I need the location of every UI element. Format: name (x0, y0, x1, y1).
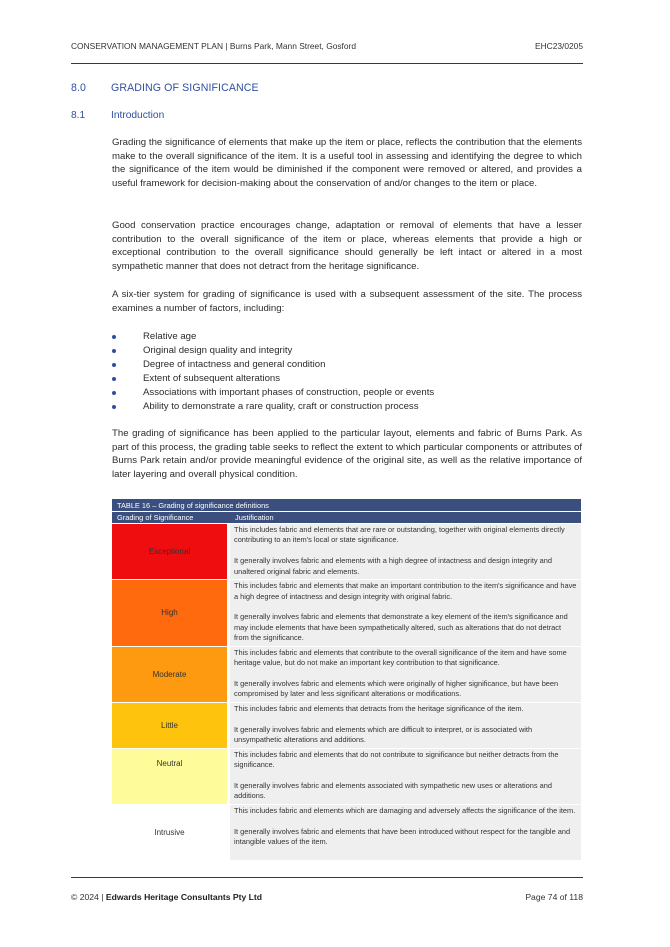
list-item (112, 358, 582, 372)
table-row (112, 748, 581, 804)
bullet-icon (112, 377, 116, 381)
list-item (112, 400, 582, 414)
column-header-justification: Justification (230, 512, 581, 523)
table-row (112, 523, 581, 579)
justification-cell (230, 804, 581, 860)
list-item (112, 330, 582, 344)
grade-intrusive: Intrusive (112, 804, 230, 860)
copyright-text: © 2024 | (71, 892, 104, 902)
column-header-grade: Grading of Significance (112, 512, 230, 523)
bullet-icon (112, 405, 116, 409)
justification-text: This includes fabric and elements that make an important contribution to the item's significance and have a high degree of intactness and design integrity with original fabric. (234, 581, 577, 601)
list-item-text: Associations with important phases of construction, people or events (143, 387, 435, 398)
justification-text: It generally involves fabric and elements that have been introduced without respect for the tangible and intangible values of the item. (234, 826, 571, 846)
paragraph-conservation-practice: Good conservation practice encourages change, adaptation or removal of elements that have a lesser contribution to the overall significance of the item or place, whereas elements that provide a high or exceptional contribution to the overall significance should generally be left intact or altered in a most sympathetic manner that does not detract from the heritage significance. (112, 220, 582, 273)
justification-cell (230, 748, 581, 804)
justification-text: It generally involves fabric and elements which were originally of higher significance, but have been compromised by later and less significant alterations or modifications. (234, 678, 559, 699)
footer-copyright (71, 892, 262, 902)
list-item-text: Original design quality and integrity (143, 345, 293, 356)
page-header (71, 41, 583, 64)
list-item-text: Ability to demonstrate a rare quality, craft or construction process (143, 401, 419, 412)
subsection-number: 8.1 (71, 110, 86, 121)
justification-text: This includes fabric and elements that detracts from the heritage significance of the item. (234, 703, 524, 713)
grading-table (112, 499, 581, 860)
justification-text: This includes fabric and elements that are rare or outstanding, together with original elements directly contributing to an item's local or state significance. (234, 525, 565, 545)
section-number: 8.0 (71, 82, 87, 94)
justification-text: It generally involves fabric and elements with a high degree of intactness and design integrity and unaltered original fabric and elements. (234, 556, 552, 576)
section-heading (71, 82, 259, 94)
grade-neutral: Neutral (112, 748, 230, 804)
justification-text: It generally involves fabric and elements associated with sympathetic new uses or alterations and additions. (234, 780, 552, 801)
list-item-text: Extent of subsequent alterations (143, 373, 281, 384)
justification-text: This includes fabric and elements that contribute to the overall significance of the item and have some heritage value, but do not make an important key contribution to that significance. (234, 647, 567, 668)
justification-text: This includes fabric and elements that do not contribute to significance but neither detracts from the significance. (234, 749, 559, 769)
grade-little: Little (112, 702, 230, 748)
bullet-icon (112, 335, 116, 339)
list-item (112, 386, 582, 400)
factors-list (112, 330, 582, 414)
paragraph-grading-applied: The grading of significance has been applied to the particular layout, elements and fabric of Burns Park. As part of this process, the grading table seeks to reflect the extent to which particular components or attributes of Burns Park retain and/or provide meaningful evidence of the original site, as well as the relative importance of later layering and overall physical condition. (112, 428, 582, 481)
table-row (112, 579, 581, 646)
justification-cell (230, 702, 581, 748)
justification-text: It generally involves fabric and elements which are difficult to interpret, or is associated with unsympathetic alterations and additions. (234, 724, 533, 745)
list-item (112, 344, 582, 358)
header-document-title: CONSERVATION MANAGEMENT PLAN | Burns Park, Mann Street, Gosford (71, 41, 356, 51)
table-caption: TABLE 16 – Grading of significance definitions (112, 499, 581, 512)
header-document-code: EHC23/0205 (535, 41, 583, 51)
section-title: GRADING OF SIGNIFICANCE (111, 82, 259, 94)
subsection-title: Introduction (111, 110, 165, 121)
subsection-heading (71, 110, 164, 121)
justification-text: It generally involves fabric and elements that demonstrate a key element of the item's significance and may include elements that have been sympathetically altered, such as alterations that do not detract from the significance. (234, 612, 568, 643)
table-row (112, 804, 581, 860)
bullet-icon (112, 349, 116, 353)
grade-high: High (112, 579, 230, 646)
company-name: Edwards Heritage Consultants Pty Ltd (105, 892, 263, 902)
grade-moderate: Moderate (112, 646, 230, 702)
justification-cell (230, 646, 581, 702)
justification-cell (230, 523, 581, 579)
table-row (112, 702, 581, 748)
list-item-text: Degree of intactness and general condition (143, 359, 326, 370)
bullet-icon (112, 391, 116, 395)
bullet-icon (112, 363, 116, 367)
page-number: Page 74 of 118 (525, 892, 583, 902)
paragraph-six-tier-system: A six-tier system for grading of significance is used with a subsequent assessment of the site. The process examines a number of factors, including: (112, 289, 582, 314)
justification-cell (230, 579, 581, 646)
list-item (112, 372, 582, 386)
grade-exceptional: Exceptional (112, 523, 230, 579)
page-footer (71, 877, 583, 902)
justification-text: This includes fabric and elements which are damaging and adversely affects the significance of the item. (234, 805, 576, 815)
table-row (112, 646, 581, 702)
list-item-text: Relative age (143, 331, 197, 342)
paragraph-grading-intro: Grading the significance of elements that make up the item or place, reflects the contribution that the elements make to the overall significance of the item. It is a useful tool in assessing and identifying the degree to which the significance of the item would be diminished if the component were removed or altered, and provides a useful framework for decision-making about the conservation of and/or changes to the item or place. (112, 137, 582, 190)
